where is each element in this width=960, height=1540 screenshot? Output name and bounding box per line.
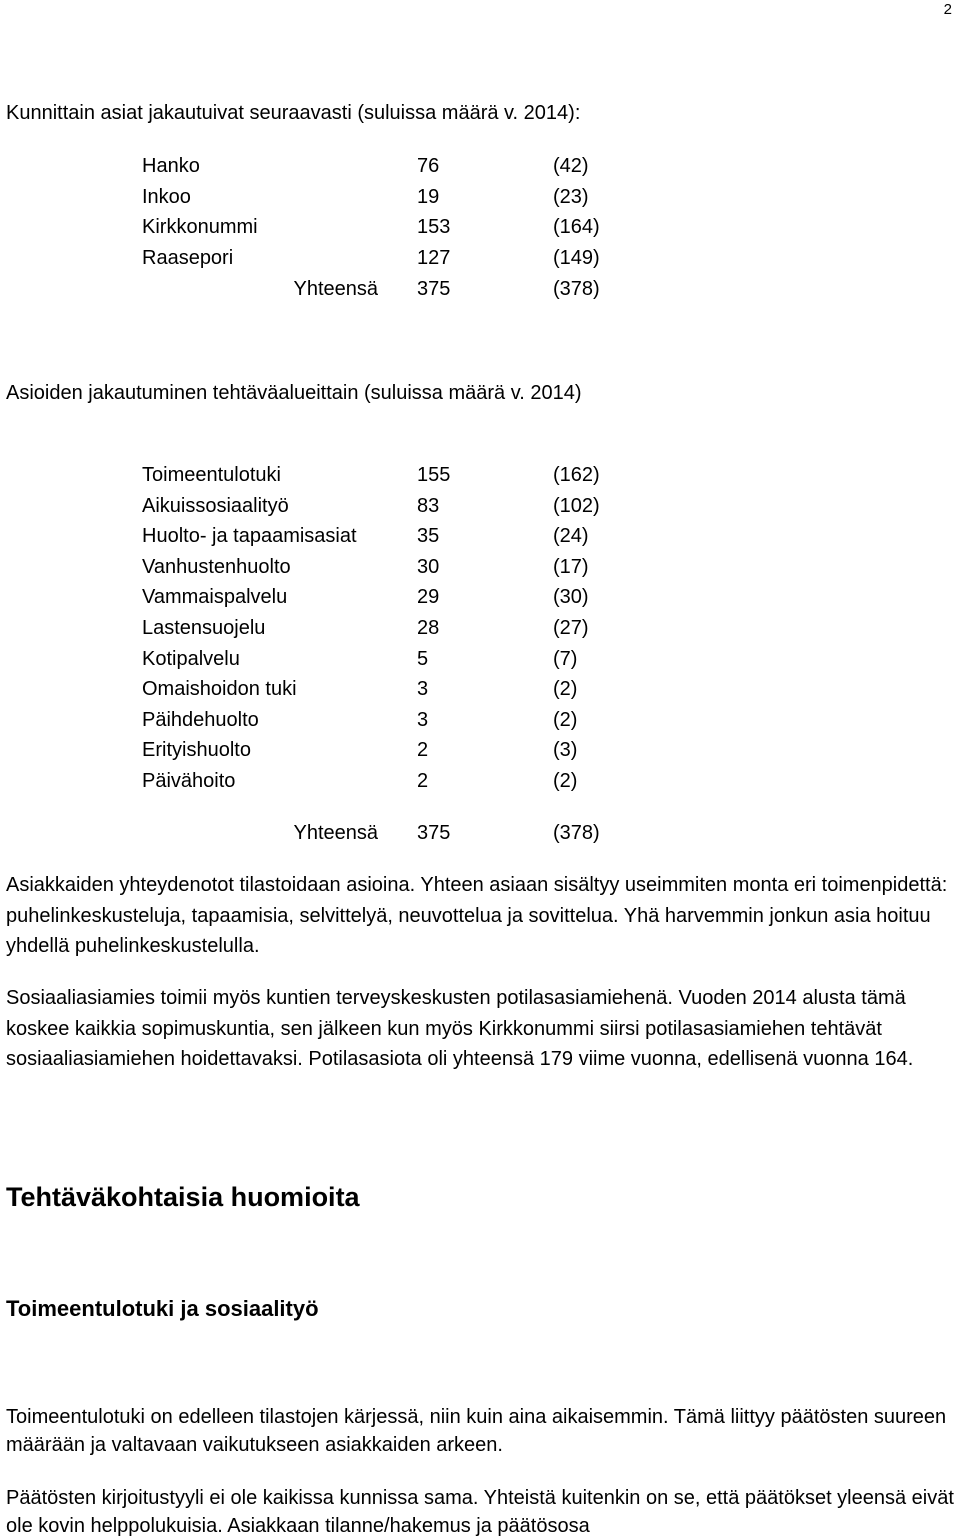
table-row bbox=[0, 463, 960, 493]
row-previous: (2) bbox=[553, 678, 578, 700]
row-label: Toimeentulotuki bbox=[142, 464, 281, 486]
row-label: Huolto- ja tapaamisasiat bbox=[142, 525, 357, 547]
row-previous: (42) bbox=[553, 155, 589, 177]
table-row bbox=[0, 585, 960, 615]
row-previous: (2) bbox=[553, 770, 578, 792]
row-previous: (162) bbox=[553, 464, 600, 486]
row-label: Omaishoidon tuki bbox=[142, 678, 297, 700]
table-row bbox=[0, 555, 960, 585]
row-count: 2 bbox=[417, 739, 429, 761]
row-count: 35 bbox=[417, 525, 440, 547]
table-row bbox=[0, 185, 960, 215]
row-previous: (2) bbox=[553, 709, 578, 731]
paragraph-income-support bbox=[6, 1404, 956, 1459]
table-row bbox=[0, 708, 960, 738]
row-count: 30 bbox=[417, 556, 440, 578]
row-label: Vammaispalvelu bbox=[142, 586, 288, 608]
row-label: Aikuissosiaalityö bbox=[142, 495, 289, 517]
paragraph-text: Päätösten kirjoitustyyli ei ole kaikissa kunnissa sama. Yhteistä kuitenkin on se, että päätökset yleensä eivät ole kovin helppolukuisia. Asiakkaan tilanne/hakemus ja päätösosa bbox=[6, 1487, 954, 1537]
row-previous: (23) bbox=[553, 186, 589, 208]
table-row bbox=[0, 494, 960, 524]
table-row bbox=[0, 738, 960, 768]
row-label: Lastensuojelu bbox=[142, 617, 266, 639]
row-previous: (27) bbox=[553, 617, 589, 639]
row-count: 29 bbox=[417, 586, 440, 608]
table-row bbox=[0, 677, 960, 707]
total-label: Yhteensä bbox=[293, 822, 378, 844]
municipalities-intro: Kunnittain asiat jakautuivat seuraavasti (suluissa määrä v. 2014): bbox=[6, 102, 581, 124]
row-label: Hanko bbox=[142, 155, 200, 177]
table-total-row bbox=[0, 821, 960, 851]
row-count: 155 bbox=[417, 464, 451, 486]
page-number: 2 bbox=[943, 1, 952, 18]
row-label: Päihdehuolto bbox=[142, 709, 259, 731]
tasks-intro: Asioiden jakautuminen tehtäväalueittain (suluissa määrä v. 2014) bbox=[6, 382, 582, 404]
subsection-heading: Toimeentulotuki ja sosiaalityö bbox=[6, 1296, 319, 1321]
paragraph-statistics bbox=[6, 870, 956, 962]
row-previous: (102) bbox=[553, 495, 600, 517]
row-previous: (3) bbox=[553, 739, 578, 761]
row-count: 19 bbox=[417, 186, 440, 208]
total-previous: (378) bbox=[553, 278, 600, 300]
row-label: Raasepori bbox=[142, 247, 234, 269]
table-row bbox=[0, 246, 960, 276]
table-row bbox=[0, 215, 960, 245]
table-row bbox=[0, 647, 960, 677]
row-label: Inkoo bbox=[142, 186, 191, 208]
row-count: 2 bbox=[417, 770, 429, 792]
row-label: Kirkkonummi bbox=[142, 216, 258, 238]
paragraph-text: Toimeentulotuki on edelleen tilastojen kärjessä, niin kuin aina aikaisemmin. Tämä liittyy päätösten suureen määrään ja valtavaan vaikutukseen asiakkaiden arkeen. bbox=[6, 1406, 947, 1456]
row-count: 83 bbox=[417, 495, 440, 517]
total-count: 375 bbox=[417, 822, 451, 844]
paragraph-text: Asiakkaiden yhteydenotot tilastoidaan asioina. Yhteen asiaan sisältyy useimmiten monta eri toimenpidettä: puhelinkeskusteluja, tapaamisia, selvittelyä, neuvottelua ja sovittelua. Yhä harvemmin jonkun asia hoituu yhdellä puhelinkeskustelulla. bbox=[6, 874, 948, 957]
total-count: 375 bbox=[417, 278, 451, 300]
row-previous: (149) bbox=[553, 247, 600, 269]
row-count: 153 bbox=[417, 216, 451, 238]
row-previous: (17) bbox=[553, 556, 589, 578]
row-count: 127 bbox=[417, 247, 451, 269]
row-previous: (7) bbox=[553, 648, 578, 670]
table-row bbox=[0, 769, 960, 799]
row-count: 3 bbox=[417, 709, 429, 731]
row-previous: (30) bbox=[553, 586, 589, 608]
row-count: 5 bbox=[417, 648, 429, 670]
row-count: 28 bbox=[417, 617, 440, 639]
row-label: Erityishuolto bbox=[142, 739, 251, 761]
section-heading: Tehtäväkohtaisia huomioita bbox=[6, 1182, 360, 1212]
row-label: Päivähoito bbox=[142, 770, 236, 792]
total-label: Yhteensä bbox=[293, 278, 378, 300]
row-count: 3 bbox=[417, 678, 429, 700]
row-previous: (164) bbox=[553, 216, 600, 238]
table-row bbox=[0, 154, 960, 184]
paragraph-patient-ombudsman bbox=[6, 983, 956, 1075]
paragraph-text: Sosiaaliasiamies toimii myös kuntien terveyskeskusten potilasasiamiehenä. Vuoden 2014 alusta tämä koskee kaikkia sopimuskuntia, sen jälkeen kun myös Kirkkonummi siirsi potilasasiamiehen tehtävät sosiaaliasiamiehen hoidettavaksi. Potilasasiota oli yhteensä 179 viime vuonna, edellisenä vuonna 164. bbox=[6, 987, 914, 1070]
row-label: Kotipalvelu bbox=[142, 648, 240, 670]
row-label: Vanhustenhuolto bbox=[142, 556, 291, 578]
table-total-row bbox=[0, 277, 960, 307]
paragraph-decisions bbox=[6, 1485, 956, 1540]
row-count: 76 bbox=[417, 155, 440, 177]
total-previous: (378) bbox=[553, 822, 600, 844]
row-previous: (24) bbox=[553, 525, 589, 547]
table-row bbox=[0, 616, 960, 646]
table-row bbox=[0, 524, 960, 554]
